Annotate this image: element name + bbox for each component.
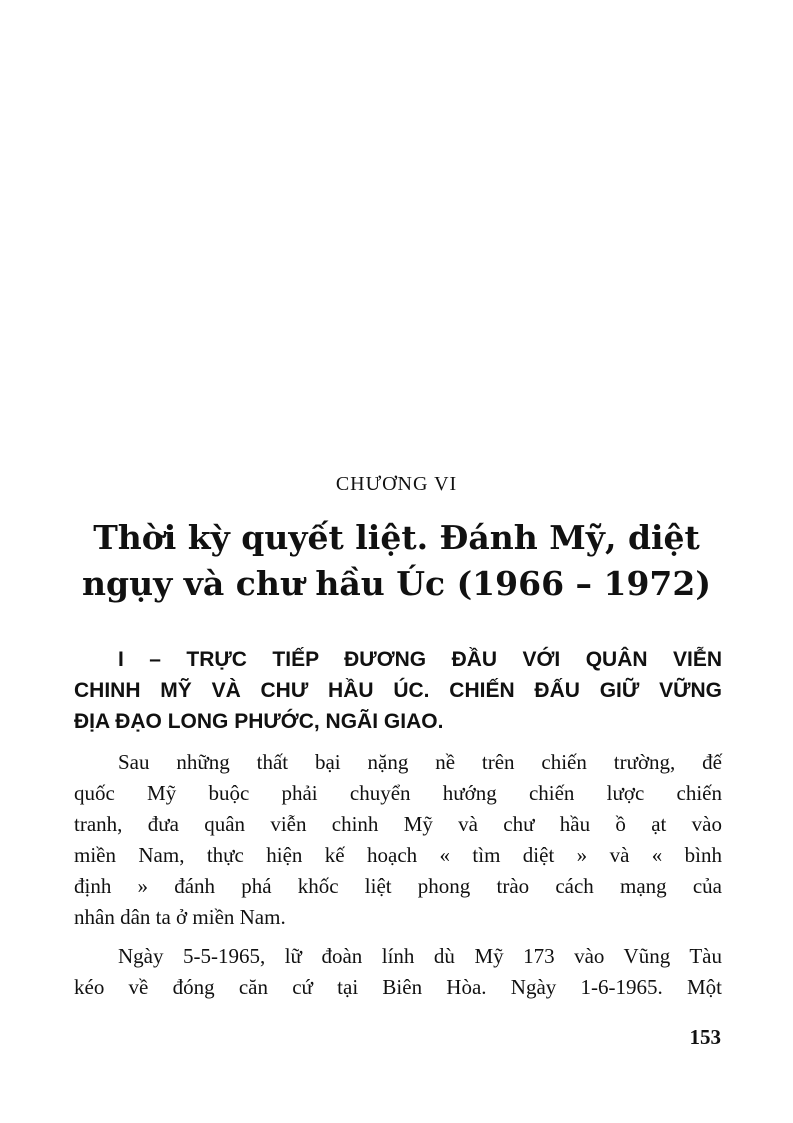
paragraph-line: định » đánh phá khốc liệt phong trào cách mạng của — [74, 874, 722, 898]
paragraph-line: Ngày 5-5-1965, lữ đoàn lính dù Mỹ 173 vào Vũng Tàu — [118, 944, 722, 968]
chapter-label: CHƯƠNG VI — [335, 473, 458, 495]
chapter-title-line: Thời kỳ quyết liệt. Đánh Mỹ, diệt — [93, 518, 700, 557]
paragraph-line: miền Nam, thực hiện kế hoạch « tìm diệt » và « bình — [74, 843, 722, 867]
page-number: 153 — [689, 1025, 721, 1049]
section-heading-line: ĐỊA ĐẠO LONG PHƯỚC, NGÃI GIAO. — [74, 710, 444, 733]
paragraph — [74, 941, 722, 1003]
chapter-title-line: ngụy và chư hầu Úc (1966 – 1972) — [82, 564, 711, 603]
chapter-title — [72, 515, 721, 607]
paragraph-line: nhân dân ta ở miền Nam. — [74, 905, 286, 929]
paragraph — [74, 747, 722, 933]
section-heading — [74, 644, 722, 737]
paragraph-line: quốc Mỹ buộc phải chuyển hướng chiến lược chiến — [74, 781, 722, 805]
section-heading-line: I – TRỰC TIẾP ĐƯƠNG ĐẦU VỚI QUÂN VIỄN — [118, 648, 722, 671]
paragraph-line: kéo về đóng căn cứ tại Biên Hòa. Ngày 1-6-1965. Một — [74, 975, 722, 999]
paragraph-line: tranh, đưa quân viễn chinh Mỹ và chư hầu ồ ạt vào — [74, 812, 722, 836]
section-heading-line: CHINH MỸ VÀ CHƯ HẦU ÚC. CHIẾN ĐẤU GIỮ VỮNG — [74, 679, 722, 702]
paragraph-line: Sau những thất bại nặng nề trên chiến trường, đế — [118, 750, 722, 774]
